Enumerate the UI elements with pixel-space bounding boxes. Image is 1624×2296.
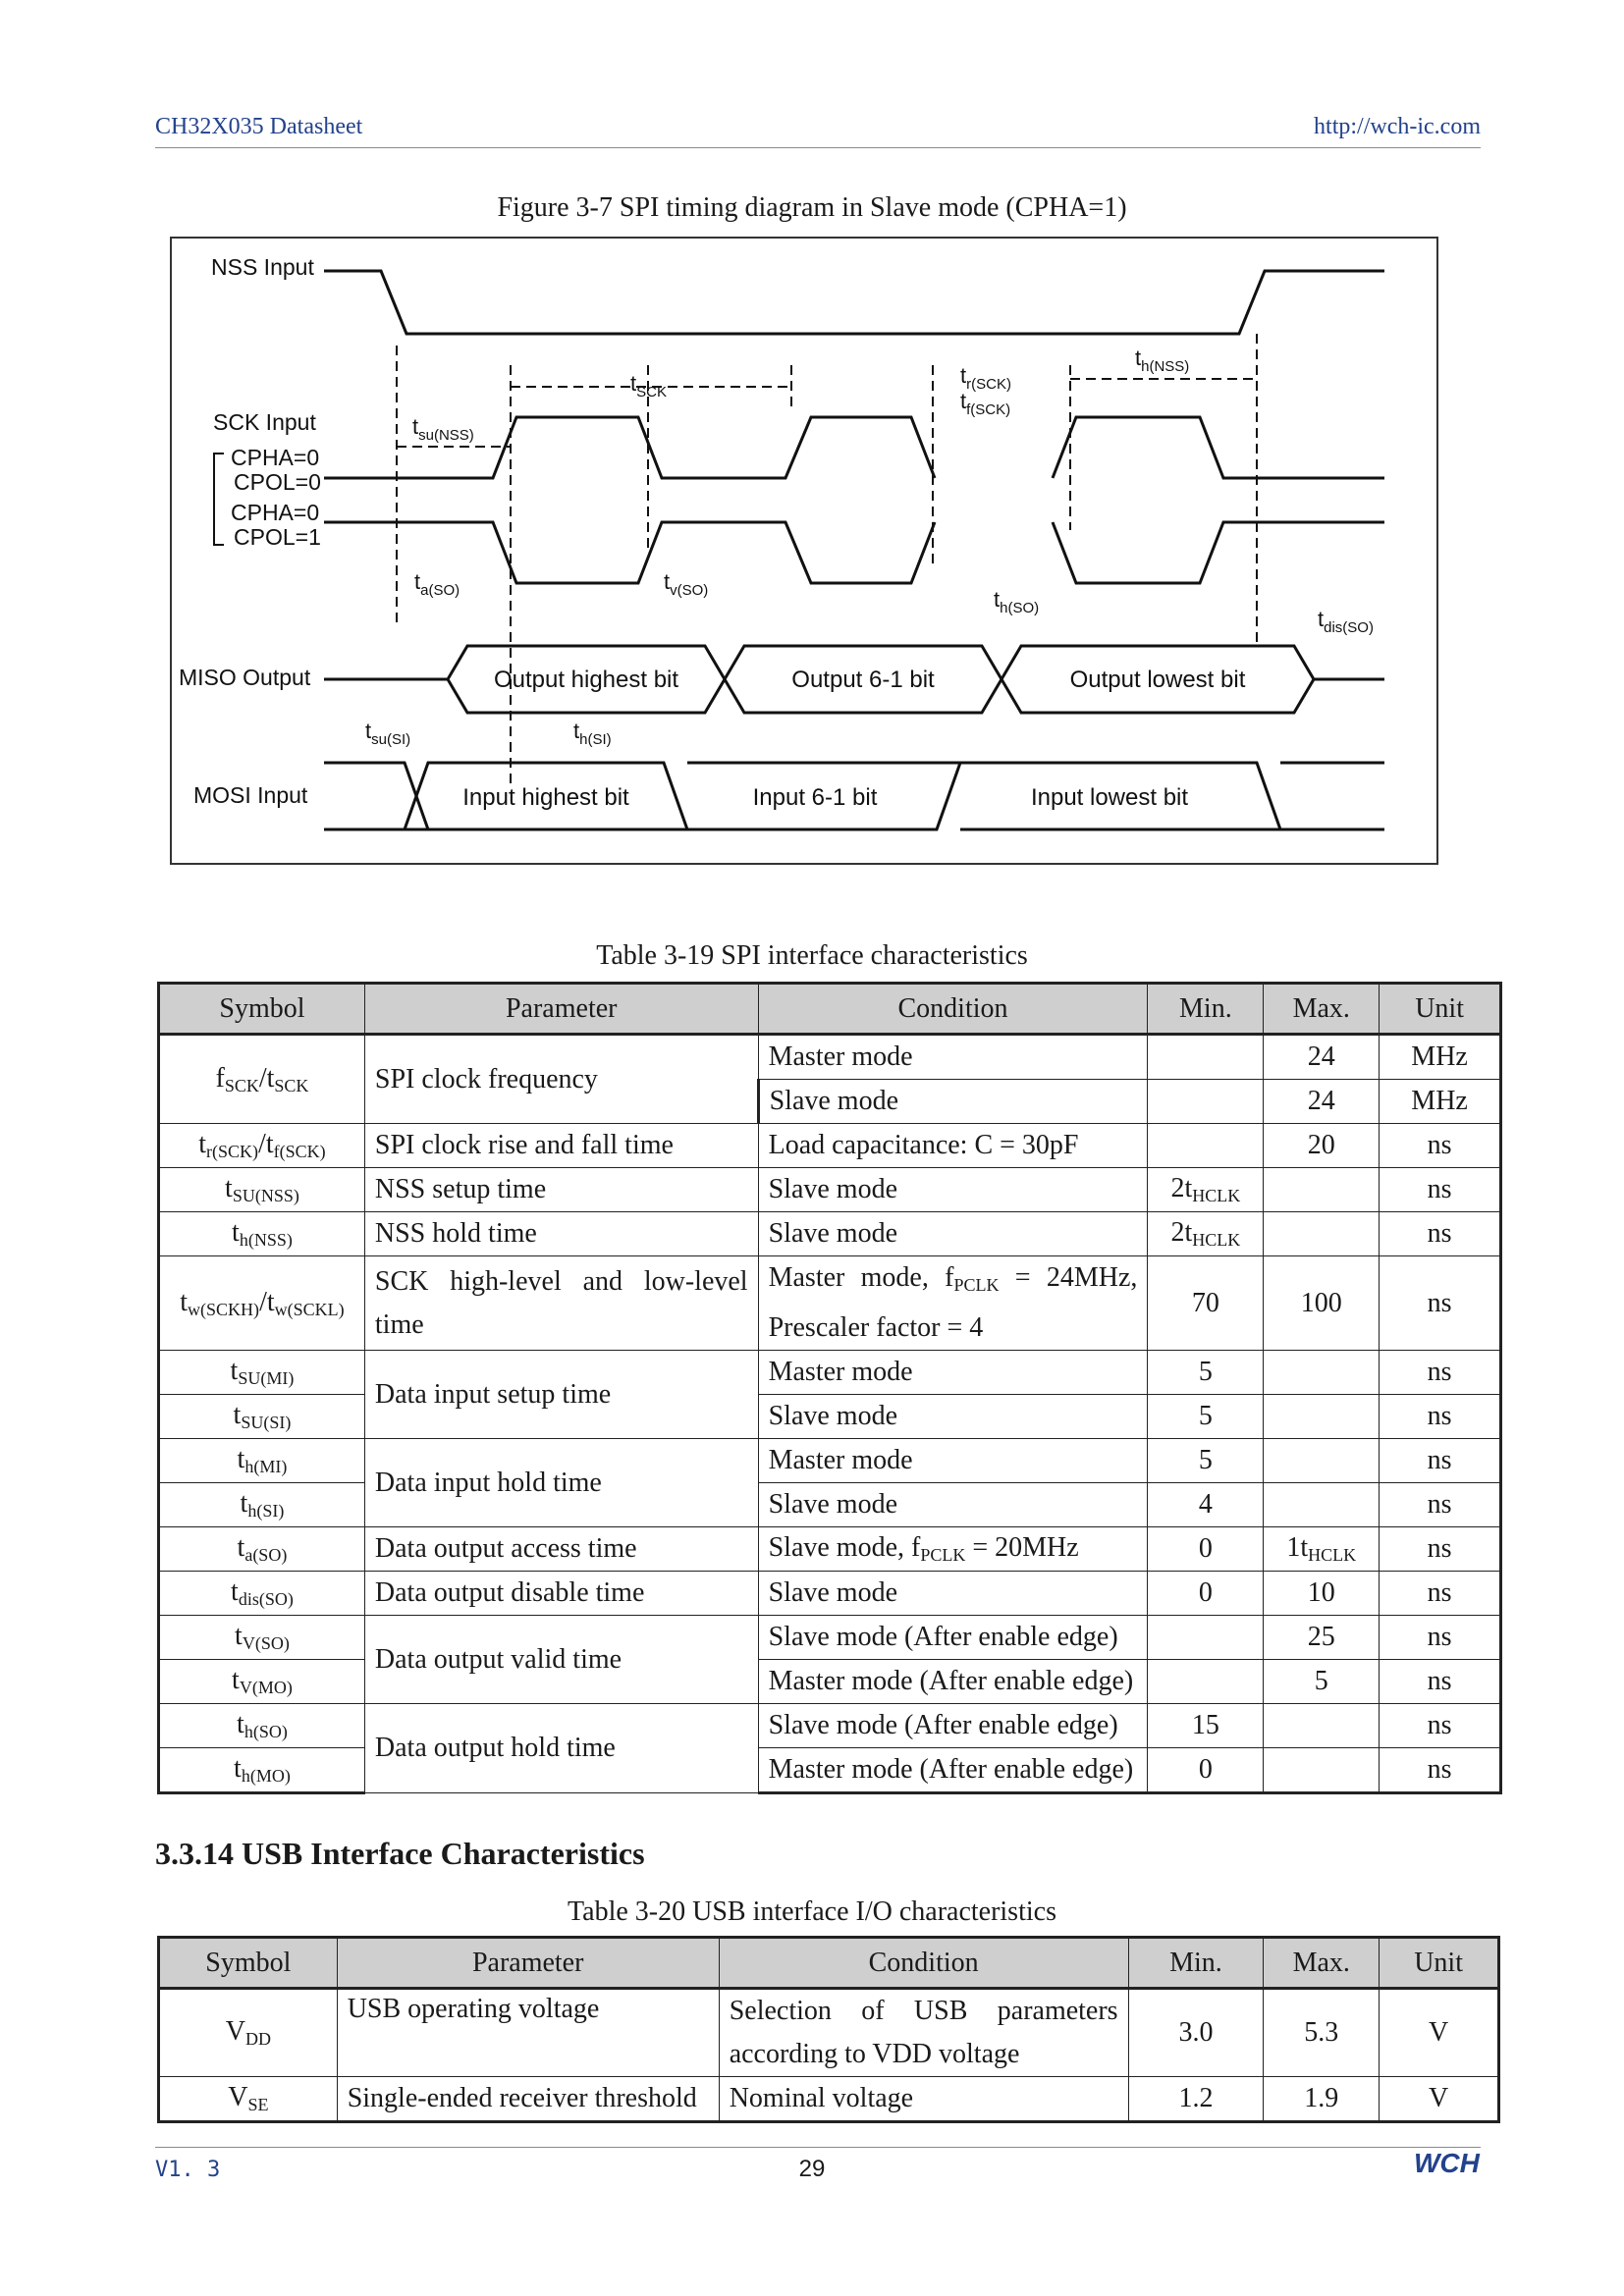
table-row: $t_{h(MO)}$ Master mode (After enable edge) 0 ns [159,1748,1501,1793]
svg-text:tsu(NSS): $t_{su(NSS)}$ [412,414,474,444]
mosi-bit-mid: Input 6-1 bit [752,784,878,811]
doc-url[interactable]: http://wch-ic.com [1314,114,1481,139]
miso-bit-lowest: Output lowest bit [1069,667,1246,693]
table-row: $t_{h(SO)}$ Data output hold time Slave mode (After enable edge) 15 ns [159,1704,1501,1748]
mosi-bit-highest: Input highest bit [462,784,629,811]
col-min: Min. [1148,984,1264,1035]
col-parameter: Parameter [337,1938,719,1989]
footer-divider [155,2147,1481,2148]
usb-table [157,1936,1500,2123]
sck-label: SCK Input [213,409,316,435]
spi-table-header-row [159,984,1501,1035]
version-label: V1. 3 [155,2158,221,2182]
table-row: $t_{V(SO)}$ Data output valid time Slave mode (After enable edge) 25 ns [159,1616,1501,1660]
svg-text:WCH: WCH [1414,2148,1480,2178]
usb-table-header-row [159,1938,1499,1989]
cpol1-label: CPOL=1 [234,524,321,550]
section-heading: 3.3.14 USB Interface Characteristics [155,1836,645,1871]
col-max: Max. [1264,984,1380,1035]
table-row: $t_{SU(MI)}$ Data input setup time Master mode 5 ns [159,1351,1501,1395]
table-row: $t_{a(SO)}$ Data output access time Slave mode, $f_{PCLK} = 20MHz$ 0 $1t_{HCLK}$ ns [159,1527,1501,1572]
table-row: $t_{r(SCK)}/t_{f(SCK)}$ SPI clock rise and fall time Load capacitance: C = 30pF 20 ns [159,1124,1501,1168]
table-row: $V_{SE}$ Single-ended receiver threshold Nominal voltage 1.2 1.9 V [159,2077,1499,2122]
table-row: $t_{dis(SO)}$ Data output disable time Slave mode 0 10 ns [159,1572,1501,1616]
col-condition: Condition [719,1938,1128,1989]
page-number: 29 [798,2156,826,2182]
svg-text:th(NSS): $t_{h(NSS)}$ [1135,346,1190,375]
doc-title: CH32X035 Datasheet [155,114,363,139]
table-row: $t_{h(MI)}$ Data input hold time Master mode 5 ns [159,1439,1501,1483]
table-row: $t_{h(SI)}$ Slave mode 4 ns [159,1483,1501,1527]
svg-text:tf(SCK): $t_{f(SCK)}$ [960,389,1011,418]
miso-bit-mid: Output 6-1 bit [791,667,935,693]
svg-text:tr(SCK): $t_{r(SCK)}$ [960,363,1011,393]
spi-table-caption: Table 3-19 SPI interface characteristics [596,940,1028,971]
sck-cpol1-waveform [324,522,1384,583]
svg-text:tSCK: $t_{SCK}$ [630,371,667,400]
table-row: Slave mode 24 MHz [159,1080,1501,1124]
svg-text:th(SI): $t_{h(SI)}$ [573,719,612,748]
cpha-bracket [214,454,224,545]
col-min: Min. [1128,1938,1264,1989]
table-row: $f_{SCK}/t_{SCK}$ SPI clock frequency Master mode 24 MHz [159,1035,1501,1080]
col-symbol: Symbol [159,1938,338,1989]
svg-text:tsu(SI): $t_{su(SI)}$ [365,719,411,748]
usb-table-caption: Table 3-20 USB interface I/O characteristics [568,1896,1056,1927]
wch-logo [1412,2145,1481,2180]
svg-text:tv(SO): $t_{v(SO)}$ [664,569,709,599]
col-unit: Unit [1380,1938,1499,1989]
col-condition: Condition [758,984,1148,1035]
spi-timing-diagram [0,0,1624,883]
svg-text:th(SO): $t_{h(SO)}$ [994,587,1040,616]
table-row: $t_{SU(NSS)}$ NSS setup time Slave mode $2t_{HCLK}$ ns [159,1168,1501,1212]
nss-label: NSS Input [211,254,314,280]
miso-bit-highest: Output highest bit [493,667,679,693]
svg-text:tdis(SO): $t_{dis(SO)}$ [1318,607,1374,636]
cpol0-label: CPOL=0 [234,469,321,495]
table-row: $t_{V(MO)}$ Master mode (After enable edge) 5 ns [159,1660,1501,1704]
table-row: $t_{w(SCKH)}/t_{w(SCKL)}$ SCK high-level and low-level time Master mode, $f_{PCLK} = 24MHz$, Prescaler factor = 4 70 100 ns [159,1256,1501,1351]
svg-text:ta(SO): $t_{a(SO)}$ [414,569,460,599]
table-row: $V_{DD}$ USB operating voltage Selection of USB parameters according to VDD voltage 3.0 5.3 V [159,1989,1499,2077]
cpha0a-label: CPHA=0 [231,445,320,470]
figure-caption: Figure 3-7 SPI timing diagram in Slave mode (CPHA=1) [497,192,1127,223]
spi-table [157,982,1502,1794]
col-unit: Unit [1380,984,1501,1035]
mosi-bit-lowest: Input lowest bit [1030,784,1189,811]
mosi-label: MOSI Input [193,782,308,808]
table-row: $t_{SU(SI)}$ Slave mode 5 ns [159,1395,1501,1439]
diagram-frame [171,238,1437,864]
col-symbol: Symbol [159,984,365,1035]
col-parameter: Parameter [364,984,758,1035]
cpha0b-label: CPHA=0 [231,500,320,525]
table-row: $t_{h(NSS)}$ NSS hold time Slave mode $2t_{HCLK}$ ns [159,1212,1501,1256]
col-max: Max. [1264,1938,1380,1989]
nss-waveform [324,271,1384,334]
miso-label: MISO Output [179,665,311,690]
